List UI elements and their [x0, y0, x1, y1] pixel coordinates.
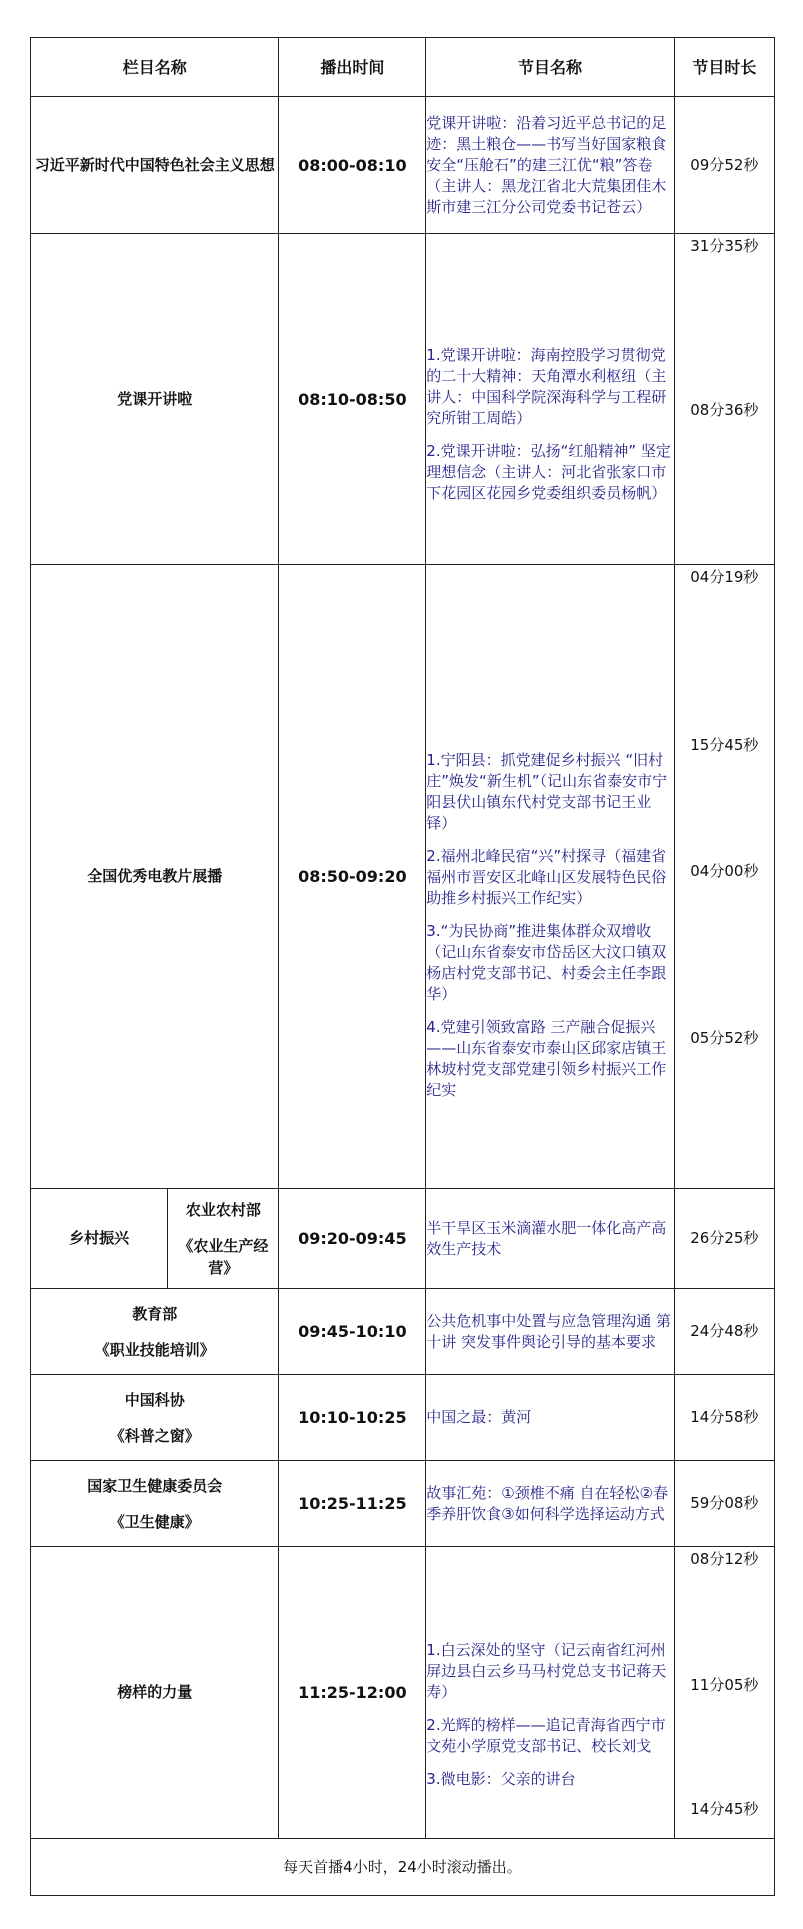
column-sub-program: 《科普之窗》: [109, 1426, 200, 1445]
program-title: [426, 1375, 674, 1461]
column-name: 榜样的力量: [31, 1547, 279, 1839]
program-item: 2.福州北峰民宿“兴”村探寻（福建省福州市晋安区北峰山区发展特色民俗助推乡村振兴工作纪实）: [426, 846, 667, 907]
header-duration: 节目时长: [674, 38, 774, 97]
program-item: 4.党建引领致富路 三产融合促振兴——山东省泰安市泰山区邱家店镇王林坡村党支部党建引领乡村振兴工作纪实: [426, 1017, 667, 1099]
program-item: 半干旱区玉米滴灌水肥一体化高产高效生产技术: [426, 1218, 667, 1258]
column-name: [31, 1461, 279, 1547]
column-department: 教育部: [132, 1304, 178, 1323]
column-sub-program: 《职业技能培训》: [94, 1340, 215, 1359]
column-name: 全国优秀电教片展播: [31, 565, 279, 1189]
footer-note: 每天首播4小时，24小时滚动播出。: [31, 1839, 775, 1896]
column-name: 乡村振兴: [31, 1189, 168, 1289]
table-row: [31, 565, 775, 1189]
header-row: [31, 38, 775, 97]
footer-row: [31, 1839, 775, 1896]
broadcast-time: 10:25-11:25: [279, 1461, 426, 1547]
program-title: [426, 565, 674, 1189]
header-broadcast-time: 播出时间: [279, 38, 426, 97]
program-title: [426, 234, 674, 565]
broadcast-time: 08:50-09:20: [279, 565, 426, 1189]
duration-value: 05分52秒: [690, 1029, 759, 1047]
duration-cell: [674, 97, 774, 234]
duration-cell: [674, 565, 774, 1189]
program-title: [426, 1189, 674, 1289]
broadcast-time: 08:10-08:50: [279, 234, 426, 565]
column-name: 党课开讲啦: [31, 234, 279, 565]
column-name: [31, 1289, 279, 1375]
column-department: 国家卫生健康委员会: [87, 1476, 223, 1495]
column-subtitle: [168, 1189, 279, 1289]
duration-cell: [674, 1375, 774, 1461]
duration-value: 08分36秒: [690, 401, 759, 419]
program-item: 2.光辉的榜样——追记青海省西宁市文苑小学原党支部书记、校长刘戈: [426, 1715, 666, 1755]
broadcast-time: 08:00-08:10: [279, 97, 426, 234]
program-item: 1.宁阳县：抓党建促乡村振兴 “旧村庄”焕发“新生机”（记山东省泰安市宁阳县伏山镇东代村党支部书记王业铎）: [426, 750, 668, 832]
duration-cell: [674, 1289, 774, 1375]
schedule-table: [30, 37, 775, 1896]
duration-cell: [674, 1547, 774, 1839]
program-item: 党课开讲啦：沿着习近平总书记的足迹：黑土粮仓——书写当好国家粮食安全“压舱石”的建三江优“粮”答卷（主讲人：黑龙江省北大荒集团佳木斯市建三江分公司党委书记苍云）: [426, 113, 667, 216]
broadcast-time: 09:45-10:10: [279, 1289, 426, 1375]
program-item: 中国之最：黄河: [426, 1408, 532, 1426]
duration-value: 59分08秒: [690, 1494, 759, 1512]
duration-cell: [674, 1461, 774, 1547]
broadcast-time: 09:20-09:45: [279, 1189, 426, 1289]
table-row: [31, 1375, 775, 1461]
table-row: [31, 1289, 775, 1375]
duration-value: 24分48秒: [690, 1322, 759, 1340]
column-sub-program: 《农业生产经营》: [178, 1236, 269, 1277]
column-department: 中国科协: [124, 1390, 185, 1409]
duration-cell: [674, 234, 774, 565]
table-row: [31, 1189, 775, 1289]
duration-value: 31分35秒: [690, 237, 759, 255]
duration-value: 14分45秒: [690, 1800, 759, 1818]
program-item: 2.党课开讲啦：弘扬“红船精神” 坚定理想信念（主讲人：河北省张家口市下花园区花园乡党委组织委员杨帆）: [426, 441, 671, 502]
table-row: [31, 234, 775, 565]
duration-value: 26分25秒: [690, 1229, 759, 1247]
column-name: [31, 1375, 279, 1461]
program-item: 故事汇苑：①颈椎不痛 自在轻松②春季养肝饮食③如何科学选择运动方式: [426, 1483, 668, 1523]
column-name: 习近平新时代中国特色社会主义思想: [31, 97, 279, 234]
column-sub-program: 《卫生健康》: [109, 1512, 200, 1531]
program-item: 公共危机事中处置与应急管理沟通 第十讲 突发事件舆论引导的基本要求: [426, 1311, 672, 1351]
header-program-name: 节目名称: [426, 38, 674, 97]
duration-value: 08分12秒: [690, 1550, 759, 1568]
header-column-name: 栏目名称: [31, 38, 279, 97]
program-item: 1.党课开讲啦：海南控股学习贯彻党的二十大精神：天角潭水利枢纽（主讲人：中国科学院深海科学与工程研究所钳工周皓）: [426, 345, 667, 427]
program-title: [426, 1461, 674, 1547]
program-item: 3.“为民协商”推进集体群众双增收（记山东省泰安市岱岳区大汶口镇双杨店村党支部书记、村委会主任李跟华）: [426, 921, 667, 1003]
program-item: 3.微电影：父亲的讲台: [426, 1769, 576, 1788]
table-row: [31, 1461, 775, 1547]
broadcast-time: 10:10-10:25: [279, 1375, 426, 1461]
duration-value: 04分00秒: [690, 862, 759, 880]
duration-value: 04分19秒: [690, 568, 759, 586]
duration-value: 09分52秒: [690, 155, 759, 174]
program-title: [426, 97, 674, 234]
column-sub-department: 农业农村部: [185, 1200, 261, 1219]
duration-value: 15分45秒: [690, 736, 759, 754]
program-item: 1.白云深处的坚守（记云南省红河州屏边县白云乡马马村党总支书记蒋天寿）: [426, 1640, 667, 1701]
program-title: [426, 1547, 674, 1839]
duration-cell: [674, 1189, 774, 1289]
duration-value: 14分58秒: [690, 1408, 759, 1426]
broadcast-time: 11:25-12:00: [279, 1547, 426, 1839]
duration-value: 11分05秒: [690, 1676, 759, 1694]
table-row: [31, 1547, 775, 1839]
program-title: [426, 1289, 674, 1375]
table-row: [31, 97, 775, 234]
